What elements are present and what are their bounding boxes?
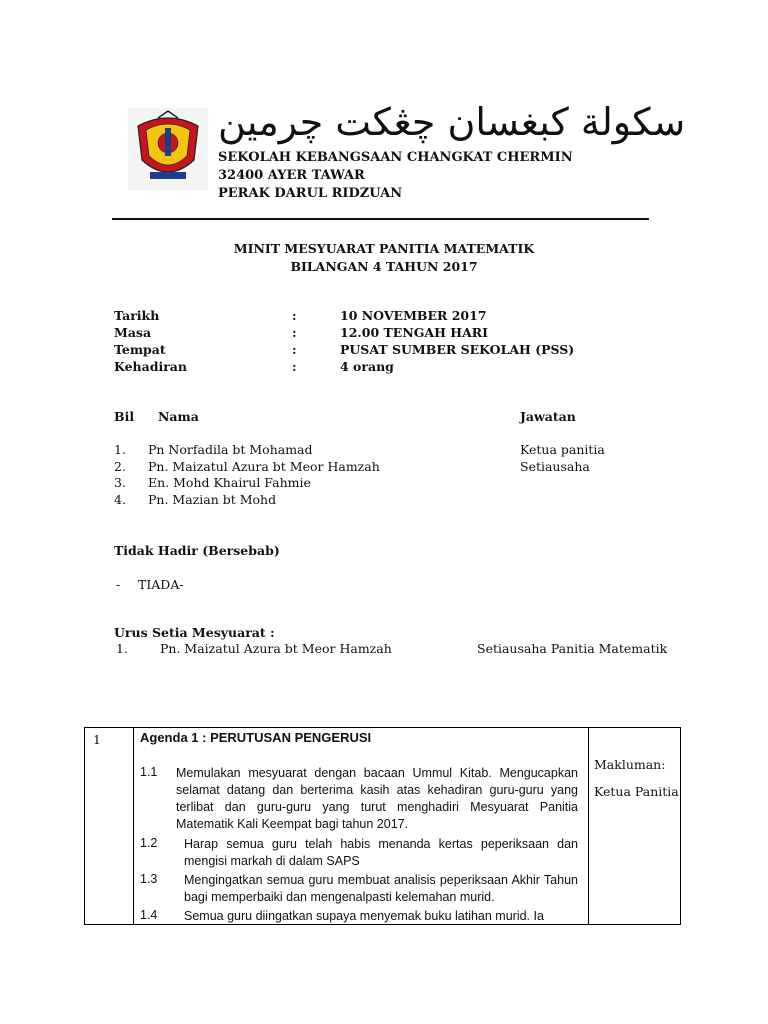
item-number: 1.3: [140, 872, 158, 886]
action-label: Makluman:: [594, 757, 666, 772]
info-colon: :: [292, 359, 297, 374]
agenda-number-cell: [85, 728, 134, 924]
row-jawatan: Setiausaha: [520, 459, 590, 474]
item-text: [184, 908, 578, 924]
document-subtitle: BILANGAN 4 TAHUN 2017: [290, 259, 478, 274]
school-name: SEKOLAH KEBANGSAAN CHANGKAT CHERMIN: [218, 150, 573, 165]
info-label: Masa: [114, 325, 152, 340]
item-text-content: Harap semua guru telah habis menanda kertas peperiksaan dan mengisi markah di dalam SAPS: [184, 837, 578, 868]
row-nama: En. Mohd Khairul Fahmie: [148, 475, 311, 490]
jawi-school-name: سکولة کبغسان چڠکت چرمين: [218, 100, 686, 144]
column-divider: [588, 728, 589, 924]
info-colon: :: [292, 308, 297, 323]
agenda-table: [84, 727, 681, 925]
row-bil: 4.: [114, 492, 126, 507]
info-value: 12.00 TENGAH HARI: [340, 325, 489, 340]
secretariat-name: Pn. Maizatul Azura bt Meor Hamzah: [160, 641, 392, 656]
row-jawatan: Ketua panitia: [520, 442, 605, 457]
action-person: Ketua Panitia: [594, 784, 679, 799]
item-number: 1.2: [140, 836, 158, 850]
row-bil: 3.: [114, 475, 126, 490]
agenda-number: 1: [93, 732, 101, 747]
item-text: [184, 836, 578, 870]
col-header-bil: Bil: [114, 409, 135, 424]
info-label: Tarikh: [114, 308, 160, 323]
info-value: PUSAT SUMBER SEKOLAH (PSS): [340, 342, 575, 357]
absent-bullet: -: [116, 577, 121, 592]
info-colon: :: [292, 342, 297, 357]
agenda-title: Agenda 1 : PERUTUSAN PENGERUSI: [140, 730, 372, 745]
item-number: 1.1: [140, 765, 158, 779]
secretariat-position: Setiausaha Panitia Matematik: [477, 641, 668, 656]
row-nama: Pn. Maizatul Azura bt Meor Hamzah: [148, 459, 380, 474]
header-divider: [112, 218, 649, 220]
row-nama: Pn Norfadila bt Mohamad: [148, 442, 313, 457]
document-title: MINIT MESYUARAT PANITIA MATEMATIK: [233, 241, 535, 256]
info-label: Kehadiran: [114, 359, 187, 374]
item-text: [184, 872, 578, 906]
item-number: 1.4: [140, 908, 158, 922]
info-value: 4 orang: [340, 359, 394, 374]
info-colon: :: [292, 325, 297, 340]
row-nama: Pn. Mazian bt Mohd: [148, 492, 277, 507]
col-header-jawatan: Jawatan: [520, 409, 576, 424]
info-value: 10 NOVEMBER 2017: [340, 308, 487, 323]
row-bil: 1.: [114, 442, 126, 457]
item-text-content: Memulakan mesyuarat dengan bacaan Ummul Kitab. Mengucapkan selamat datang dan berterima kasih atas kehadiran guru-guru yang terlibat dan guru-guru yang turut menghadiri Mesyuarat Panitia Matematik Kali Keempat bagi tahun 2017.: [176, 766, 578, 831]
col-header-nama: Nama: [158, 409, 199, 424]
secretariat-heading: Urus Setia Mesyuarat :: [114, 625, 275, 640]
item-text-content: Semua guru diingatkan supaya menyemak buku latihan murid. Ia: [184, 909, 544, 923]
address-line-2: PERAK DARUL RIDZUAN: [218, 186, 403, 201]
info-label: Tempat: [114, 342, 166, 357]
item-text: [176, 765, 578, 833]
absent-heading: Tidak Hadir (Bersebab): [114, 543, 280, 558]
absent-value: TIADA-: [138, 577, 184, 592]
school-crest-logo: [128, 108, 208, 190]
secretariat-bil: 1.: [116, 641, 128, 656]
item-text-content: Mengingatkan semua guru membuat analisis peperiksaan Akhir Tahun bagi memperbaiki dan mengenalpasti kelemahan murid.: [184, 873, 578, 904]
row-bil: 2.: [114, 459, 126, 474]
address-line-1: 32400 AYER TAWAR: [218, 168, 365, 183]
